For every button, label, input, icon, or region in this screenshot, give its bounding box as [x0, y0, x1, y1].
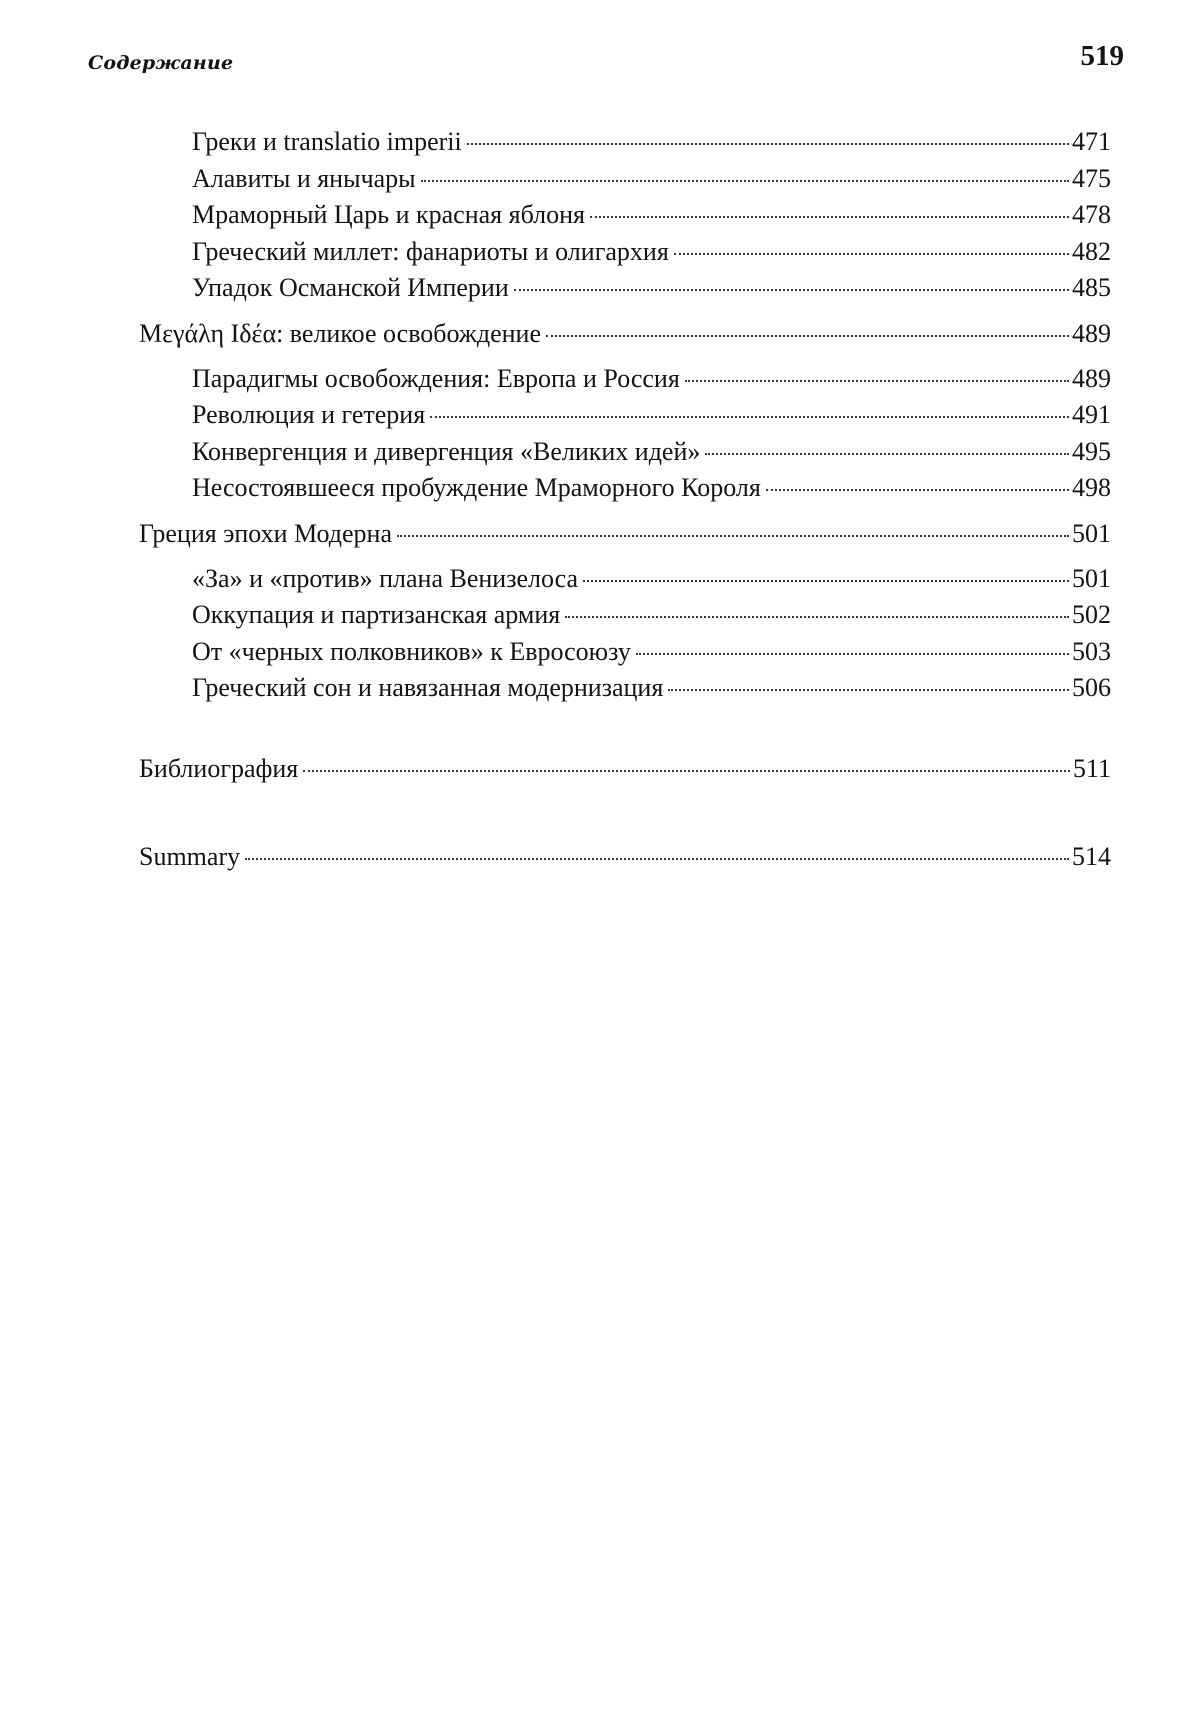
toc-entry[interactable]	[139, 124, 1111, 161]
running-head: Содержание	[88, 52, 234, 74]
toc-entry-page: 471	[1072, 127, 1111, 156]
toc-entry-title: Парадигмы освобождения: Европа и Россия	[192, 363, 680, 393]
toc-section-title: Греция эпохи Модерна	[139, 518, 393, 548]
dot-leader	[636, 653, 1069, 655]
toc-entry-page: 502	[1072, 600, 1111, 629]
dot-leader	[565, 616, 1069, 618]
dot-leader	[583, 580, 1069, 582]
toc-section-title: Μεγάλη Ιδέα: великое освобождение	[139, 318, 541, 348]
toc-group-modern-greece	[139, 516, 1111, 707]
toc-entry-page: 482	[1072, 236, 1111, 266]
dot-leader	[397, 535, 1069, 537]
dot-leader	[421, 180, 1069, 182]
toc-entry-title: От «черных полковников» к Евросоюзу	[192, 636, 631, 666]
toc-entry-title: Упадок Османской Империи	[192, 273, 509, 302]
toc-entry[interactable]	[139, 361, 1111, 398]
toc-entry-title: Греческий миллет: фанариоты и олигархия	[192, 236, 669, 266]
dot-leader	[685, 380, 1069, 382]
dot-leader	[514, 289, 1069, 291]
toc-entry-page: 485	[1072, 273, 1111, 302]
toc-entry-page: 498	[1072, 473, 1111, 502]
toc-entry-summary[interactable]	[139, 839, 1111, 875]
toc-entry-title: Революция и гетерия	[192, 400, 426, 429]
toc-entry[interactable]	[139, 270, 1111, 307]
toc-entry[interactable]	[139, 597, 1111, 634]
toc-entry-title: Оккупация и партизанская армия	[192, 600, 561, 629]
toc-entry[interactable]	[139, 561, 1111, 598]
toc-entry[interactable]	[139, 161, 1111, 198]
toc-entry-bibliography[interactable]	[139, 751, 1111, 787]
toc-entry[interactable]	[139, 397, 1111, 434]
toc-section-page: 511	[1072, 753, 1111, 783]
toc-entry-page: 503	[1072, 636, 1111, 666]
dot-leader	[303, 770, 1070, 772]
toc-group-megali-idea	[139, 316, 1111, 507]
dot-leader	[245, 858, 1069, 860]
toc-section-title: Summary	[139, 841, 241, 871]
toc-section-page: 514	[1072, 841, 1111, 871]
toc-entry-title: Алавиты и янычары	[192, 163, 416, 193]
toc-entry-title: Греческий сон и навязанная модернизация	[192, 673, 664, 702]
page-header	[88, 40, 1124, 80]
dot-leader	[590, 216, 1069, 218]
toc-section-title: Библиография	[139, 753, 299, 783]
toc-entry-title: Несостоявшееся пробуждение Мраморного Короля	[192, 473, 761, 502]
page-number: 519	[1080, 40, 1124, 72]
toc-entry-page: 506	[1072, 673, 1111, 702]
dot-leader	[546, 335, 1069, 337]
toc-entry[interactable]	[139, 434, 1111, 471]
toc-entry-title: «За» и «против» плана Венизелоса	[192, 563, 579, 593]
dot-leader	[430, 416, 1069, 418]
toc-entry-title: Греки и translatio imperii	[192, 127, 462, 156]
dot-leader	[467, 143, 1069, 145]
toc-section-entry[interactable]	[139, 516, 1111, 552]
toc-entry-title: Мраморный Царь и красная яблоня	[192, 200, 586, 229]
toc-section-entry[interactable]	[139, 316, 1111, 352]
toc-entry-page: 491	[1072, 400, 1111, 429]
toc-entry-page: 495	[1072, 436, 1111, 466]
dot-leader	[766, 489, 1069, 491]
table-of-contents	[139, 124, 1111, 884]
toc-entry[interactable]	[139, 197, 1111, 234]
toc-section-page: 489	[1072, 318, 1111, 348]
dot-leader	[674, 253, 1069, 255]
toc-entry[interactable]	[139, 670, 1111, 707]
toc-entry-title: Конвергенция и дивергенция «Великих идей»	[192, 436, 701, 466]
dot-leader	[668, 689, 1069, 691]
toc-entry-page: 478	[1072, 200, 1111, 229]
toc-entry[interactable]	[139, 234, 1111, 271]
toc-entry[interactable]	[139, 470, 1111, 507]
toc-entry-page: 489	[1072, 363, 1111, 393]
toc-group-ottoman	[139, 124, 1111, 307]
toc-entry[interactable]	[139, 634, 1111, 671]
toc-entry-page: 501	[1072, 563, 1111, 593]
toc-entry-page: 475	[1072, 163, 1111, 193]
dot-leader	[705, 453, 1069, 455]
toc-section-page: 501	[1072, 518, 1111, 548]
